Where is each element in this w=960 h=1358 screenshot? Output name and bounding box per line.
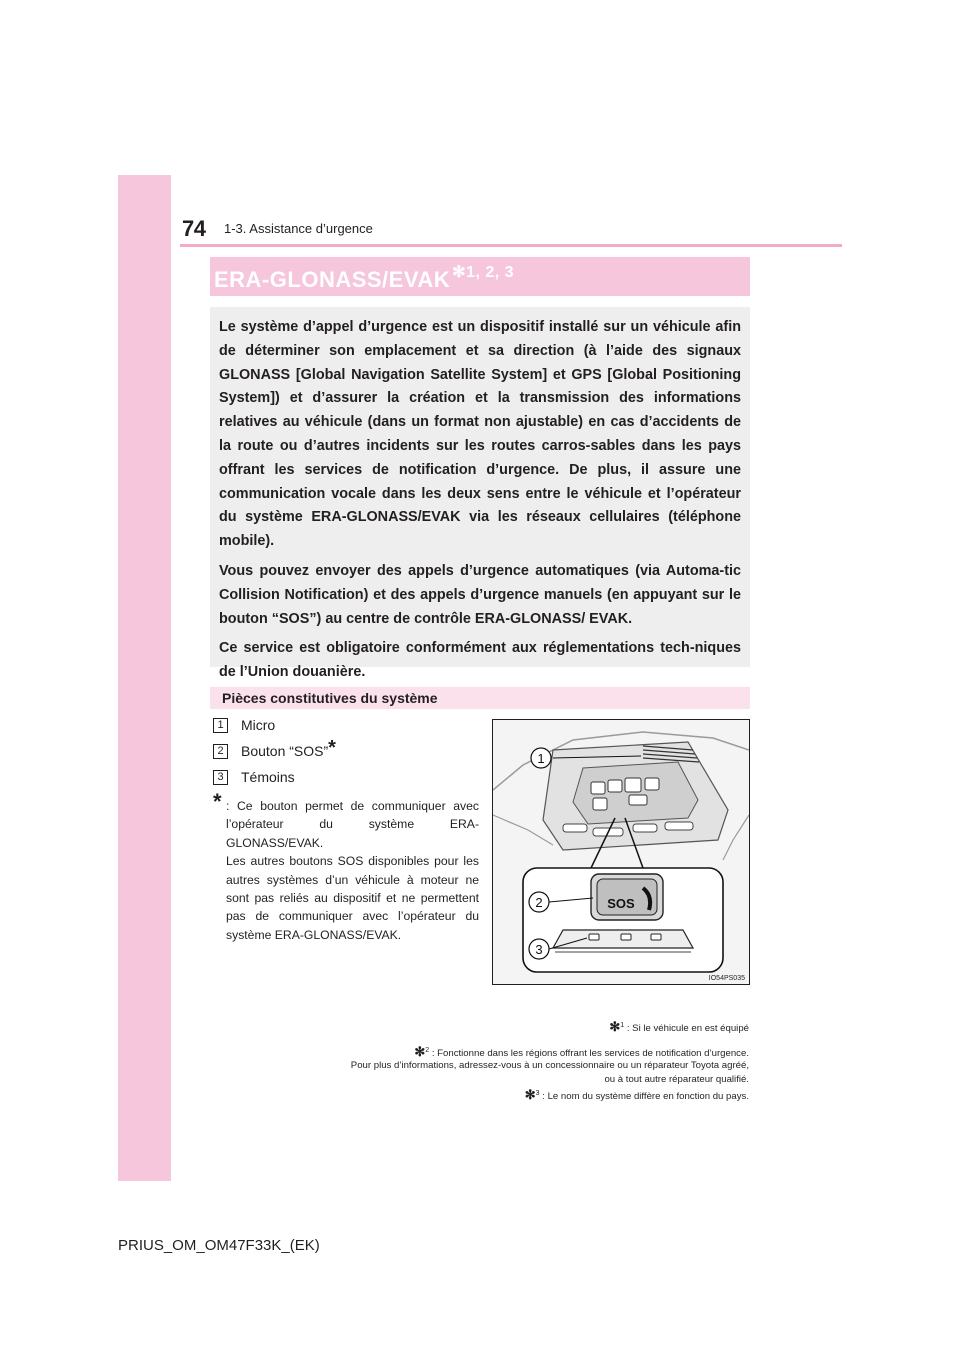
document-footer: PRIUS_OM_OM47F33K_(EK) bbox=[118, 1237, 320, 1254]
callout-1: 1 bbox=[537, 751, 545, 766]
footnote-2 bbox=[414, 1044, 749, 1060]
page-title-superscript bbox=[452, 264, 514, 281]
title-superscript-text: 1, 2, 3 bbox=[466, 264, 515, 281]
footnote-sup: 3 bbox=[535, 1089, 540, 1097]
sos-button-label: SOS bbox=[607, 896, 635, 911]
note-line-1: : Ce bouton permet de communiquer avec l’opérateur du système ERA-GLONASS/EVAK. bbox=[226, 799, 479, 850]
footnote-marker: ✻ bbox=[524, 1087, 536, 1102]
footnote-sup: 1 bbox=[620, 1021, 625, 1029]
section-title: 1-3. Assistance d’urgence bbox=[224, 221, 373, 236]
component-label: Témoins bbox=[241, 769, 295, 785]
page-number: 74 bbox=[182, 216, 206, 241]
note-asterisk: * bbox=[213, 789, 222, 814]
page-title-text: ERA-GLONASS/EVAK bbox=[214, 267, 451, 292]
callout-2: 2 bbox=[535, 895, 543, 910]
footnote-text: : Si le véhicule en est équipé bbox=[624, 1023, 749, 1034]
number-badge: 2 bbox=[213, 744, 228, 759]
subheading: Pièces constitutives du système bbox=[222, 690, 438, 706]
intro-paragraph-2: Vous pouvez envoyer des appels d’urgence automatiques (via Automa-tic Collision Notification) et des appels d’urgence manuels (en appuyant sur le bouton “SOS”) au centre de contrôle ERA-GLONASS/ EVAK. bbox=[219, 562, 741, 627]
sos-note bbox=[213, 789, 479, 944]
callout-3: 3 bbox=[535, 942, 543, 957]
figure-code: IO54PS035 bbox=[708, 975, 745, 982]
header-divider bbox=[180, 244, 842, 247]
component-item-3 bbox=[213, 767, 295, 787]
note-body bbox=[226, 797, 479, 944]
page-title bbox=[214, 264, 515, 293]
footnote-3 bbox=[525, 1087, 749, 1103]
side-tab bbox=[118, 175, 171, 1181]
number-badge: 1 bbox=[213, 718, 228, 733]
footnote-text: : Fonctionne dans les régions offrant les services de notification d’urgence. bbox=[429, 1048, 749, 1059]
asterisk-marker: * bbox=[328, 736, 336, 759]
note-line-2: Les autres boutons SOS disponibles pour les autres systèmes d’un véhicule à moteur ne sont pas reliés au dispositif et ne permettent pas de communiquer avec l’opérateur du système ERA-GLONASS/EVAK. bbox=[226, 854, 479, 942]
title-marker: ✻ bbox=[452, 264, 467, 281]
component-label: Bouton “SOS” bbox=[241, 743, 329, 759]
footnote-marker: ✻ bbox=[609, 1019, 621, 1034]
footnote-marker: ✻ bbox=[414, 1044, 426, 1059]
intro-paragraph-3: Ce service est obligatoire conformément aux réglementations tech-niques de l’Union douanière. bbox=[219, 640, 741, 681]
component-item-2 bbox=[213, 736, 336, 761]
component-label: Micro bbox=[241, 717, 276, 733]
subheading-bar bbox=[210, 687, 750, 709]
footnote-2-line-3: ou à tout autre réparateur qualifié. bbox=[604, 1074, 749, 1085]
intro-box bbox=[210, 307, 750, 681]
footnote-1 bbox=[609, 1019, 749, 1035]
intro-paragraph-1: Le système d’appel d’urgence est un dispositif installé sur un véhicule afin de déterminer son emplacement et sa direction (à l’aide des signaux GLONASS [Global Navigation Satellite System] et GPS [Global Positioning System]) et d’assurer la création et la transmission des informations relatives au véhicule (dans un format non ajustable) en cas d’accidents de la route ou d’autres incidents sur les routes carros-sables dans les pays offrant les services de notification d’urgence. De plus, il assure une communication vocale dans les deux sens entre le véhicule et l’opérateur du système ERA-GLONASS/EVAK via les réseaux cellulaires (téléphone mobile). bbox=[219, 319, 741, 550]
page-title-bar bbox=[210, 257, 750, 296]
sos-illustration bbox=[492, 719, 750, 985]
footnote-2-line-2: Pour plus d’informations, adressez-vous à un concessionnaire ou un réparateur Toyota agréé, bbox=[350, 1060, 749, 1071]
overhead-console-drawing bbox=[493, 720, 749, 984]
footnote-text: : Le nom du système diffère en fonction du pays. bbox=[539, 1091, 749, 1102]
footnote-sup: 2 bbox=[425, 1046, 430, 1054]
component-item-1 bbox=[213, 715, 275, 735]
number-badge: 3 bbox=[213, 770, 228, 785]
